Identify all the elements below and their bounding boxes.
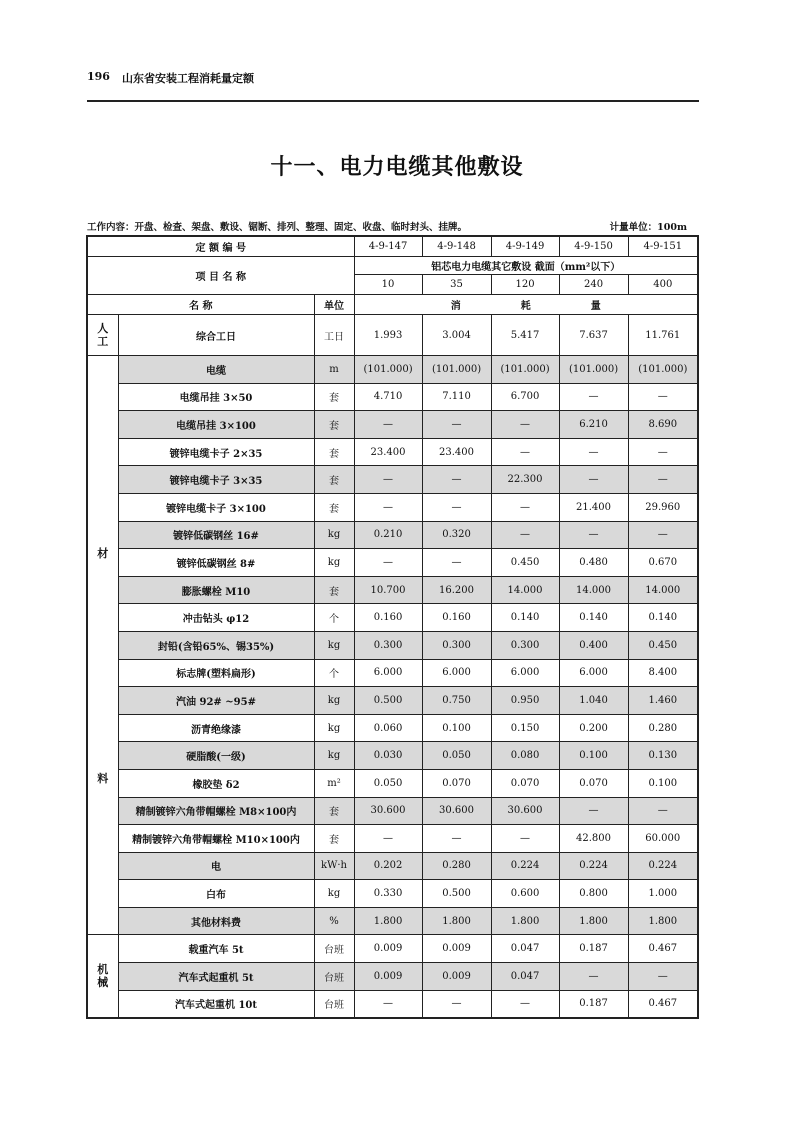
table-row — [87, 742, 698, 770]
consumption-value: — — [559, 383, 628, 411]
consumption-value: 0.160 — [354, 604, 422, 632]
consumption-value: 30.600 — [491, 797, 559, 825]
consumption-value: — — [628, 438, 698, 466]
size-value: 120 — [491, 275, 559, 295]
consumption-value: — — [559, 963, 628, 991]
table-row — [87, 438, 698, 466]
consumption-value: 0.224 — [628, 852, 698, 880]
consumption-value: (101.000) — [354, 356, 422, 384]
quota-table-body — [87, 236, 698, 1018]
resource-unit: 套 — [314, 411, 354, 439]
resource-name: 标志牌(塑料扁形) — [118, 659, 314, 687]
consumption-value: 0.750 — [422, 687, 491, 715]
col-name-header: 名 称 — [87, 295, 314, 315]
resource-unit: 工日 — [314, 315, 354, 356]
labor-category — [87, 315, 118, 356]
category-char: 材 — [97, 546, 109, 560]
consumption-value: 0.400 — [559, 631, 628, 659]
consumption-value: 30.600 — [422, 797, 491, 825]
consumption-value: 23.400 — [422, 438, 491, 466]
materials-category — [87, 356, 118, 935]
size-value: 35 — [422, 275, 491, 295]
consumption-value: 0.320 — [422, 521, 491, 549]
consumption-value: 4.710 — [354, 383, 422, 411]
resource-name: 硬脂酸(一级) — [118, 742, 314, 770]
quota-no: 4-9-150 — [559, 236, 628, 257]
resource-unit: 套 — [314, 466, 354, 494]
consumption-value: 0.100 — [628, 769, 698, 797]
column-header-row — [87, 295, 698, 315]
table-row — [87, 549, 698, 577]
resource-name: 综合工日 — [118, 315, 314, 356]
consumption-value: 0.047 — [491, 963, 559, 991]
consumption-value: 29.960 — [628, 493, 698, 521]
resource-unit: kg — [314, 521, 354, 549]
table-row — [87, 576, 698, 604]
consumption-value: 21.400 — [559, 493, 628, 521]
table-row — [87, 493, 698, 521]
book-title: 山东省安装工程消耗量定额 — [121, 72, 254, 85]
consumption-value: 0.050 — [354, 769, 422, 797]
consumption-value: — — [491, 411, 559, 439]
consumption-value: 0.130 — [628, 742, 698, 770]
resource-unit: 个 — [314, 659, 354, 687]
section-title: 十一、电力电缆其他敷设 — [270, 155, 524, 180]
consumption-value: — — [491, 825, 559, 853]
consumption-value: 0.187 — [559, 935, 628, 963]
consumption-value: — — [491, 493, 559, 521]
consumption-value: (101.000) — [559, 356, 628, 384]
consumption-value: 0.070 — [422, 769, 491, 797]
resource-name: 白布 — [118, 880, 314, 908]
resource-name: 封铅(含铅65%、锡35%) — [118, 631, 314, 659]
consumption-value: — — [354, 990, 422, 1018]
consumption-value: 0.047 — [491, 935, 559, 963]
resource-unit: 套 — [314, 383, 354, 411]
consumption-value: 30.600 — [354, 797, 422, 825]
consumption-value: 7.637 — [559, 315, 628, 356]
consumption-value: 3.004 — [422, 315, 491, 356]
consumption-value: 0.009 — [422, 963, 491, 991]
consumption-value: 0.300 — [491, 631, 559, 659]
table-row — [87, 411, 698, 439]
table-row — [87, 604, 698, 632]
consumption-value: 0.800 — [559, 880, 628, 908]
consumption-value: — — [354, 411, 422, 439]
quota-no: 4-9-149 — [491, 236, 559, 257]
category-char: 机 — [97, 963, 109, 977]
consumption-value: 0.450 — [491, 549, 559, 577]
consumption-value: 11.761 — [628, 315, 698, 356]
col-unit-header: 单位 — [314, 295, 354, 315]
resource-unit: kg — [314, 549, 354, 577]
consumption-value: 0.050 — [422, 742, 491, 770]
machinery-category — [87, 935, 118, 1018]
table-row — [87, 315, 698, 356]
table-row — [87, 383, 698, 411]
consumption-value: 0.300 — [422, 631, 491, 659]
resource-name: 电缆吊挂 3×50 — [118, 383, 314, 411]
consumption-value: 0.200 — [559, 714, 628, 742]
consumption-value: 1.460 — [628, 687, 698, 715]
consumption-value: — — [354, 493, 422, 521]
table-row — [87, 880, 698, 908]
consumption-value: 8.400 — [628, 659, 698, 687]
consumption-value: (101.000) — [422, 356, 491, 384]
consumption-value: — — [422, 990, 491, 1018]
consumption-value: 23.400 — [354, 438, 422, 466]
table-row — [87, 935, 698, 963]
resource-name: 汽车式起重机 10t — [118, 990, 314, 1018]
consumption-value: 0.150 — [491, 714, 559, 742]
consumption-value: 5.417 — [491, 315, 559, 356]
consumption-value: — — [354, 466, 422, 494]
consumption-value: 0.100 — [422, 714, 491, 742]
resource-name: 精制镀锌六角带帽螺栓 M10×100内 — [118, 825, 314, 853]
table-row — [87, 631, 698, 659]
consumption-value: — — [354, 825, 422, 853]
consumption-value: 0.160 — [422, 604, 491, 632]
resource-name: 精制镀锌六角带帽螺栓 M8×100内 — [118, 797, 314, 825]
consumption-value: 0.009 — [354, 935, 422, 963]
consumption-value: (101.000) — [628, 356, 698, 384]
item-desc-row — [87, 257, 698, 275]
resource-name: 镀锌电缆卡子 2×35 — [118, 438, 314, 466]
consumption-value: 0.060 — [354, 714, 422, 742]
resource-unit: m — [314, 356, 354, 384]
consumption-value: 1.800 — [491, 907, 559, 935]
resource-unit: kg — [314, 880, 354, 908]
consumption-value: 0.070 — [559, 769, 628, 797]
resource-name: 其他材料费 — [118, 907, 314, 935]
resource-name: 镀锌低碳钢丝 16# — [118, 521, 314, 549]
resource-unit: 套 — [314, 576, 354, 604]
table-row — [87, 521, 698, 549]
size-value: 400 — [628, 275, 698, 295]
table-meta — [87, 219, 687, 233]
category-char: 料 — [97, 772, 109, 786]
consumption-header — [354, 295, 698, 315]
quota-number-label: 定 额 编 号 — [87, 236, 354, 257]
work-content: 工作内容：开盘、检查、架盘、敷设、锯断、排列、整理、固定、收盘、临时封头、挂牌。 — [87, 222, 468, 233]
consumption-value: 0.140 — [491, 604, 559, 632]
consumption-value: 0.140 — [628, 604, 698, 632]
consumption-value: — — [559, 438, 628, 466]
resource-name: 汽车式起重机 5t — [118, 963, 314, 991]
resource-name: 橡胶垫 δ2 — [118, 769, 314, 797]
table-row — [87, 466, 698, 494]
table-row — [87, 990, 698, 1018]
table-row — [87, 963, 698, 991]
consumption-value: — — [628, 797, 698, 825]
consumption-value: — — [628, 963, 698, 991]
consumption-value: 7.110 — [422, 383, 491, 411]
page-number: 196 — [87, 70, 110, 83]
consumption-value: 0.210 — [354, 521, 422, 549]
consumption-value: 0.950 — [491, 687, 559, 715]
consumption-value: 0.467 — [628, 990, 698, 1018]
consumption-value: 8.690 — [628, 411, 698, 439]
consumption-value: 0.009 — [422, 935, 491, 963]
consumption-value: 6.000 — [491, 659, 559, 687]
resource-unit: m² — [314, 769, 354, 797]
resource-unit: 台班 — [314, 935, 354, 963]
consumption-value: 6.000 — [422, 659, 491, 687]
consumption-char: 消 — [450, 301, 461, 312]
consumption-value: 0.009 — [354, 963, 422, 991]
consumption-value: 1.800 — [559, 907, 628, 935]
consumption-value: 0.030 — [354, 742, 422, 770]
consumption-value: — — [559, 466, 628, 494]
consumption-value: 0.100 — [559, 742, 628, 770]
consumption-value: 1.000 — [628, 880, 698, 908]
table-row — [87, 714, 698, 742]
quota-number-row — [87, 236, 698, 257]
consumption-value: — — [422, 493, 491, 521]
resource-unit: 套 — [314, 825, 354, 853]
resource-name: 电缆吊挂 3×100 — [118, 411, 314, 439]
consumption-value: 14.000 — [559, 576, 628, 604]
quota-no: 4-9-147 — [354, 236, 422, 257]
consumption-value: 14.000 — [628, 576, 698, 604]
consumption-value: 16.200 — [422, 576, 491, 604]
consumption-value: 0.224 — [491, 852, 559, 880]
resource-name: 冲击钻头 φ12 — [118, 604, 314, 632]
consumption-value: 0.500 — [422, 880, 491, 908]
consumption-value: 0.224 — [559, 852, 628, 880]
consumption-value: — — [422, 549, 491, 577]
consumption-value: 0.670 — [628, 549, 698, 577]
consumption-value: — — [422, 411, 491, 439]
table-row — [87, 659, 698, 687]
consumption-value: 14.000 — [491, 576, 559, 604]
table-row — [87, 852, 698, 880]
resource-name: 电 — [118, 852, 314, 880]
resource-name: 沥青绝缘漆 — [118, 714, 314, 742]
consumption-value: 6.210 — [559, 411, 628, 439]
table-row — [87, 769, 698, 797]
resource-unit: 台班 — [314, 990, 354, 1018]
item-description: 铝芯电力电缆其它敷设 截面（mm²以下） — [354, 257, 698, 275]
consumption-value: 0.280 — [628, 714, 698, 742]
consumption-value: 0.450 — [628, 631, 698, 659]
resource-name: 汽油 92# ~95# — [118, 687, 314, 715]
resource-unit: % — [314, 907, 354, 935]
category-label: 人工 — [97, 322, 109, 348]
resource-name: 载重汽车 5t — [118, 935, 314, 963]
resource-name: 膨胀螺栓 M10 — [118, 576, 314, 604]
consumption-value: 0.080 — [491, 742, 559, 770]
consumption-value: 0.070 — [491, 769, 559, 797]
consumption-value: — — [354, 549, 422, 577]
consumption-value: — — [559, 521, 628, 549]
size-value: 240 — [559, 275, 628, 295]
resource-name: 镀锌电缆卡子 3×35 — [118, 466, 314, 494]
consumption-value: — — [422, 825, 491, 853]
consumption-value: 0.467 — [628, 935, 698, 963]
consumption-char: 耗 — [520, 301, 531, 312]
resource-unit: kg — [314, 631, 354, 659]
resource-name: 电缆 — [118, 356, 314, 384]
running-header — [87, 70, 699, 102]
consumption-char: 量 — [590, 301, 601, 312]
consumption-value: 22.300 — [491, 466, 559, 494]
consumption-value: (101.000) — [491, 356, 559, 384]
consumption-value: 0.140 — [559, 604, 628, 632]
resource-unit: 个 — [314, 604, 354, 632]
size-value: 10 — [354, 275, 422, 295]
table-row — [87, 907, 698, 935]
consumption-value: 10.700 — [354, 576, 422, 604]
consumption-value: — — [628, 521, 698, 549]
resource-unit: 套 — [314, 797, 354, 825]
measurement-unit: 计量单位：100m — [609, 222, 687, 233]
table-row — [87, 797, 698, 825]
resource-unit: kg — [314, 687, 354, 715]
consumption-value: 0.187 — [559, 990, 628, 1018]
consumption-value: 0.480 — [559, 549, 628, 577]
quota-table — [86, 235, 699, 1019]
resource-unit: kg — [314, 714, 354, 742]
table-row — [87, 687, 698, 715]
quota-no: 4-9-148 — [422, 236, 491, 257]
consumption-value: 6.000 — [354, 659, 422, 687]
consumption-value: — — [491, 990, 559, 1018]
consumption-value: 0.600 — [491, 880, 559, 908]
table-row — [87, 825, 698, 853]
consumption-value: 0.330 — [354, 880, 422, 908]
consumption-value: 0.202 — [354, 852, 422, 880]
consumption-value: 1.800 — [354, 907, 422, 935]
consumption-value: — — [628, 466, 698, 494]
consumption-value: 6.700 — [491, 383, 559, 411]
consumption-value: — — [491, 521, 559, 549]
consumption-value: 0.500 — [354, 687, 422, 715]
consumption-value: 1.993 — [354, 315, 422, 356]
consumption-value: 6.000 — [559, 659, 628, 687]
table-row — [87, 356, 698, 384]
resource-unit: 套 — [314, 438, 354, 466]
item-name-label: 项 目 名 称 — [87, 257, 354, 295]
consumption-value: 0.280 — [422, 852, 491, 880]
quota-no: 4-9-151 — [628, 236, 698, 257]
category-char: 械 — [97, 976, 109, 990]
consumption-value: 1.800 — [422, 907, 491, 935]
consumption-value: 0.300 — [354, 631, 422, 659]
consumption-value: 1.040 — [559, 687, 628, 715]
consumption-value: — — [628, 383, 698, 411]
resource-unit: kg — [314, 742, 354, 770]
consumption-value: 1.800 — [628, 907, 698, 935]
resource-unit: kW·h — [314, 852, 354, 880]
resource-name: 镀锌低碳钢丝 8# — [118, 549, 314, 577]
resource-unit: 套 — [314, 493, 354, 521]
consumption-value: — — [559, 797, 628, 825]
consumption-value: 42.800 — [559, 825, 628, 853]
resource-unit: 台班 — [314, 963, 354, 991]
consumption-value: — — [491, 438, 559, 466]
consumption-value: — — [422, 466, 491, 494]
consumption-value: 60.000 — [628, 825, 698, 853]
resource-name: 镀锌电缆卡子 3×100 — [118, 493, 314, 521]
